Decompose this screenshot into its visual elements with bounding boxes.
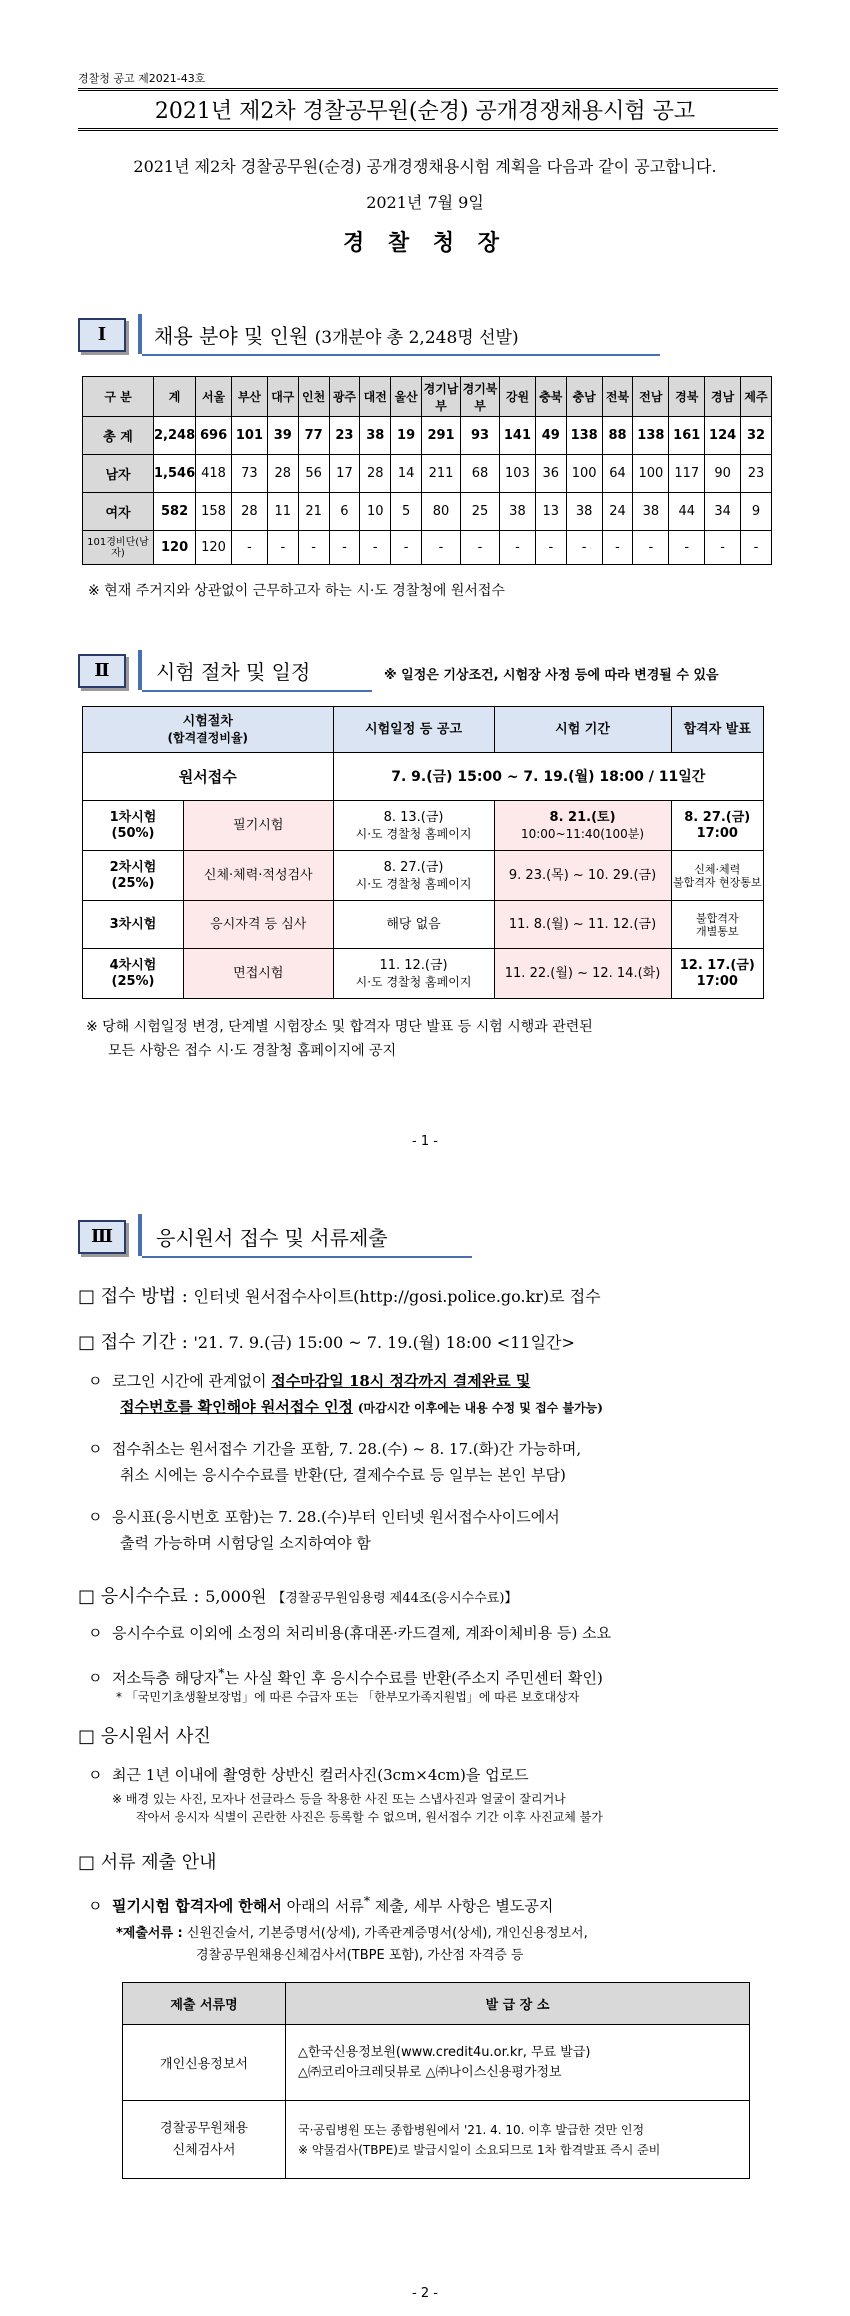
list-item <box>88 1504 788 1556</box>
table-cell: 64 <box>602 455 633 493</box>
table-header: 경남 <box>705 377 741 417</box>
row-label: 총 계 <box>83 417 154 455</box>
table-header: 제출 서류명 <box>123 1983 286 2025</box>
table-cell: 124 <box>705 417 741 455</box>
table-cell: 49 <box>535 417 566 455</box>
table-row <box>83 851 764 901</box>
bullet-emphasis: 접수마감일 18시 정각까지 결제완료 및 <box>271 1372 531 1390</box>
result-cell <box>671 949 763 999</box>
table-cell: 21 <box>298 493 329 531</box>
doc-list-line1 <box>116 1922 588 1941</box>
table-cell: 161 <box>669 417 705 455</box>
table-cell: - <box>566 531 602 565</box>
apply-method-text: 인터넷 원서접수사이트(http://gosi.police.go.kr)로 접수 <box>193 1287 601 1306</box>
table-cell: 582 <box>154 493 196 531</box>
bullet-text: 최근 1년 이내에 촬영한 상반신 컬러사진(3cm×4cm)을 업로드 <box>112 1766 529 1784</box>
table-cell: 28 <box>232 493 268 531</box>
bullet-icon: ㅇ <box>88 1624 103 1642</box>
section-number: Ⅰ <box>78 318 126 352</box>
notice-place: 시·도 경찰청 홈페이지 <box>355 826 472 841</box>
bullet-text: 는 사실 확인 후 응시수수료를 반환(주소지 주민센터 확인) <box>224 1669 603 1687</box>
table-cell: 73 <box>232 455 268 493</box>
result-line: 불합격자 <box>696 911 739 925</box>
fee-footnote: * 「국민기초생활보장법」에 따른 수급자 또는 「한부모가족지원법」에 따른 보호대상자 <box>116 1690 580 1704</box>
table-row <box>83 753 764 801</box>
table-cell: 1,546 <box>154 455 196 493</box>
table-row <box>83 493 772 531</box>
page-number: - 2 - <box>412 2286 438 2301</box>
stage-cell <box>83 949 184 999</box>
apply-period-text: '21. 7. 9.(금) 15:00 ~ 7. 19.(월) 18:00 <11일간> <box>193 1333 575 1352</box>
table-cell: 2,248 <box>154 417 196 455</box>
table-cell: 291 <box>422 417 461 455</box>
doc-list-text: 신원진술서, 기본증명서(상세), 가족관계증명서(상세), 개인신용정보서, <box>186 1926 588 1941</box>
table-cell: 38 <box>633 493 669 531</box>
table-row <box>83 801 764 851</box>
doc-place-line: △㈜코리아크레딧뷰로 △㈜나이스신용평가정보 <box>298 2064 562 2080</box>
list-item <box>88 1620 788 1646</box>
table-cell: 44 <box>669 493 705 531</box>
table-cell: 68 <box>461 455 500 493</box>
bullet-text: 응시표(응시번호 포함)는 7. 28.(수)부터 인터넷 원서접수사이드에서 <box>112 1508 560 1526</box>
table-cell: 90 <box>705 455 741 493</box>
table-cell: 9 <box>741 493 772 531</box>
table-cell: 24 <box>602 493 633 531</box>
table-cell: 34 <box>705 493 741 531</box>
exam-name: 신체·체력·적성검사 <box>184 851 334 901</box>
table-cell: 19 <box>391 417 422 455</box>
table-cell: 120 <box>154 531 196 565</box>
doc-list-label: *제출서류 : <box>116 1926 183 1941</box>
bullet-text: 로그인 시간에 관계없이 <box>112 1372 267 1390</box>
notice-date: 8. 13.(금) <box>383 809 444 825</box>
table-header-row <box>83 377 772 417</box>
title-bottom-rule <box>78 128 778 131</box>
stage-cell <box>83 801 184 851</box>
table-cell: - <box>705 531 741 565</box>
table-cell: 38 <box>566 493 602 531</box>
notice-cell <box>333 851 494 901</box>
period-cell <box>494 801 671 851</box>
table-cell: 80 <box>422 493 461 531</box>
recruitment-table <box>82 376 772 565</box>
section-divider <box>138 314 142 354</box>
table-cell: - <box>602 531 633 565</box>
table-cell: 88 <box>602 417 633 455</box>
section-divider <box>138 650 142 690</box>
table-cell: - <box>535 531 566 565</box>
stage-name: 3차시험 <box>83 901 184 949</box>
table-header: 광주 <box>329 377 360 417</box>
table-header: 경북 <box>669 377 705 417</box>
table-header: 충남 <box>566 377 602 417</box>
page-number: - 1 - <box>412 1134 438 1149</box>
doc-place-line: ※ 약물검사(TBPE)로 발급시일이 소요되므로 1차 합격발표 즉시 준비 <box>298 2142 661 2157</box>
notice-cell <box>333 801 494 851</box>
table-row <box>83 417 772 455</box>
table-header: 부산 <box>232 377 268 417</box>
table-cell: - <box>741 531 772 565</box>
row-label: 여자 <box>83 493 154 531</box>
fee-line <box>78 1582 517 1608</box>
period-date: 11. 22.(월) ~ 12. 14.(화) <box>494 949 671 999</box>
photo-label: □ 응시원서 사진 <box>78 1726 211 1747</box>
bullet-text: 제출, 세부 사항은 별도공지 <box>374 1897 554 1915</box>
header-line: 시험절차 <box>182 713 233 729</box>
table-cell: 38 <box>360 417 391 455</box>
bullet-text: 아래의 서류 <box>286 1897 364 1915</box>
exam-name: 응시자격 등 심사 <box>184 901 334 949</box>
table-cell: 138 <box>633 417 669 455</box>
table-row <box>83 901 764 949</box>
doc-name <box>123 2101 286 2179</box>
period-time: 10:00~11:40(100분) <box>520 826 645 841</box>
doc-place <box>286 2101 750 2179</box>
stage-name: 1차시험 <box>109 809 157 825</box>
notice-date: 8. 27.(금) <box>383 859 444 875</box>
table-header: 울산 <box>391 377 422 417</box>
section-title-text: 채용 분야 및 인원 <box>154 324 309 348</box>
schedule-table <box>82 706 764 999</box>
table-cell: - <box>422 531 461 565</box>
period-date: 8. 21.(토) <box>549 809 616 825</box>
doc-name-line: 신체검사서 <box>172 2142 236 2158</box>
stage-ratio: (50%) <box>111 825 155 841</box>
table-cell: 11 <box>267 493 298 531</box>
table-cell: - <box>633 531 669 565</box>
section-title: 시험 절차 및 일정 <box>156 660 311 684</box>
table-cell: 5 <box>391 493 422 531</box>
table-header: 제주 <box>741 377 772 417</box>
table-cell: 101 <box>232 417 268 455</box>
section-title: 응시원서 접수 및 서류제출 <box>156 1226 388 1250</box>
table-cell: 38 <box>500 493 536 531</box>
table-cell: 25 <box>461 493 500 531</box>
table-cell: 77 <box>298 417 329 455</box>
apply-method-label: □ 접수 방법 : <box>78 1286 188 1307</box>
table-header-row <box>83 707 764 753</box>
table-cell: 23 <box>741 455 772 493</box>
exam-name: 면접시험 <box>184 949 334 999</box>
table-header: 충북 <box>535 377 566 417</box>
table-cell: 117 <box>669 455 705 493</box>
header-line: (합격결정비율) <box>167 730 249 745</box>
table-header: 합격자 발표 <box>671 707 763 753</box>
notice-cell <box>333 949 494 999</box>
agency-name: 경 찰 청 장 <box>343 230 507 256</box>
stage-name: 2차시험 <box>109 859 157 875</box>
section-divider <box>138 1214 142 1256</box>
table-cell: - <box>500 531 536 565</box>
doc-label: □ 서류 제출 안내 <box>78 1852 217 1873</box>
apply-method <box>78 1282 601 1308</box>
photo-note-line1: ※ 배경 있는 사진, 모자나 선글라스 등을 착용한 사진 또는 스냅사진과 얼굴이 잘리거나 <box>112 1792 566 1806</box>
table-cell: 696 <box>196 417 232 455</box>
bullet-icon: ㅇ <box>88 1897 103 1915</box>
list-item <box>88 1436 788 1488</box>
table-header <box>83 707 334 753</box>
table-cell: 14 <box>391 455 422 493</box>
bullet-icon: ㅇ <box>88 1508 103 1526</box>
notice-number: 경찰청 공고 제2021-43호 <box>78 72 206 85</box>
fee-amount: 5,000원 <box>205 1587 267 1606</box>
result-line: 개별통보 <box>696 924 739 938</box>
table-cell: - <box>360 531 391 565</box>
notice-place: 시·도 경찰청 홈페이지 <box>355 876 472 891</box>
table-cell: 141 <box>500 417 536 455</box>
result-time: 17:00 <box>696 973 738 989</box>
bullet-emphasis: 접수번호를 확인해야 원서접수 인정 <box>120 1398 354 1416</box>
table-header-row <box>123 1983 750 2025</box>
table-cell: 28 <box>360 455 391 493</box>
table-cell: - <box>391 531 422 565</box>
section1-note: ※ 현재 주거지와 상관없이 근무하고자 하는 시·도 경찰청에 원서접수 <box>88 583 505 599</box>
table-header: 경기북부 <box>461 377 500 417</box>
section-title <box>154 320 519 349</box>
table-cell: 418 <box>196 455 232 493</box>
table-row <box>83 455 772 493</box>
table-cell: 36 <box>535 455 566 493</box>
section-number: Ⅲ <box>78 1220 126 1254</box>
table-cell: 56 <box>298 455 329 493</box>
table-row <box>123 2101 750 2179</box>
doc-name-line: 경찰공무원채용 <box>160 2120 248 2136</box>
table-cell: - <box>267 531 298 565</box>
section-underline <box>142 1256 472 1258</box>
table-row <box>83 531 772 565</box>
table-cell: 39 <box>267 417 298 455</box>
bullet-text: 접수취소는 원서접수 기간을 포함, 7. 28.(수) ~ 8. 17.(화)간 가능하며, <box>112 1440 582 1458</box>
section-number: Ⅱ <box>78 654 126 688</box>
stage-name: 4차시험 <box>109 957 157 973</box>
table-cell: - <box>298 531 329 565</box>
intro-text: 2021년 제2차 경찰공무원(순경) 공개경쟁채용시험 계획을 다음과 같이 공고합니다. <box>133 157 717 176</box>
table-cell: - <box>669 531 705 565</box>
table-header: 구 분 <box>83 377 154 417</box>
schedule-note: ※ 일정은 기상조건, 시험장 사정 등에 따라 변경될 수 있음 <box>384 668 719 683</box>
bullet-text: 응시수수료 이외에 소정의 처리비용(휴대폰·카드결제, 계좌이체비용 등) 소요 <box>112 1624 612 1642</box>
title-top-rule <box>78 88 778 91</box>
table-header: 발 급 장 소 <box>286 1983 750 2025</box>
doc-place <box>286 2025 750 2101</box>
table-cell: 100 <box>633 455 669 493</box>
stage-cell <box>83 851 184 901</box>
notice-date: 11. 12.(금) <box>379 957 448 973</box>
apply-period: 7. 9.(금) 15:00 ~ 7. 19.(월) 18:00 / 11일간 <box>333 753 763 801</box>
list-item <box>88 1368 788 1421</box>
bullet-icon: ㅇ <box>88 1372 103 1390</box>
table-cell: 13 <box>535 493 566 531</box>
section2-note-line2: 모든 사항은 접수 시·도 경찰청 홈페이지에 공지 <box>108 1043 397 1059</box>
bullet-text: 출력 가능하며 시험당일 소지하여야 함 <box>120 1534 371 1552</box>
table-header: 강원 <box>500 377 536 417</box>
bullet-icon: ㅇ <box>88 1440 103 1458</box>
table-cell: - <box>461 531 500 565</box>
apply-period <box>78 1328 575 1354</box>
section-underline <box>142 690 372 692</box>
table-header: 전남 <box>633 377 669 417</box>
result-date: 8. 27.(금) <box>684 809 751 825</box>
notice-date: 해당 없음 <box>333 901 494 949</box>
bullet-emphasis: 필기시험 합격자에 한해서 <box>112 1897 282 1915</box>
result-date: 12. 17.(금) <box>679 957 755 973</box>
fee-reference: 【경찰공무원임용령 제44조(응시수수료)】 <box>272 1591 518 1606</box>
doc-place-line: △한국신용정보원(www.credit4u.or.kr, 무료 발급) <box>298 2044 591 2060</box>
page-title: 2021년 제2차 경찰공무원(순경) 공개경쟁채용시험 공고 <box>154 99 696 124</box>
table-cell: 28 <box>267 455 298 493</box>
table-cell: 158 <box>196 493 232 531</box>
section-underline <box>142 354 660 356</box>
list-item: ㅇ 필기시험 합격자에 한해서 아래의 서류* 제출, 세부 사항은 별도공지 <box>88 1893 554 1915</box>
apply-period-label: □ 접수 기간 : <box>78 1332 188 1353</box>
table-cell: - <box>329 531 360 565</box>
table-cell: 211 <box>422 455 461 493</box>
result-cell <box>671 801 763 851</box>
table-header: 인천 <box>298 377 329 417</box>
table-cell: 6 <box>329 493 360 531</box>
bullet-text: 취소 시에는 응시수수료를 반환(단, 결제수수료 등 일부는 본인 부담) <box>120 1466 566 1484</box>
period-date: 11. 8.(월) ~ 11. 12.(금) <box>494 901 671 949</box>
table-header: 대전 <box>360 377 391 417</box>
list-item <box>88 1762 788 1788</box>
table-cell: 120 <box>196 531 232 565</box>
table-cell: 103 <box>500 455 536 493</box>
notice-date: 2021년 7월 9일 <box>366 193 484 212</box>
table-cell: 100 <box>566 455 602 493</box>
section-subtitle: (3개분야 총 2,248명 선발) <box>314 328 519 348</box>
notice-place: 시·도 경찰청 홈페이지 <box>355 974 472 989</box>
row-label: 남자 <box>83 455 154 493</box>
table-header: 서울 <box>196 377 232 417</box>
table-header: 시험일정 등 공고 <box>333 707 494 753</box>
table-cell: - <box>232 531 268 565</box>
bullet-icon: ㅇ <box>88 1669 103 1687</box>
result-line: 신체·체력 <box>694 862 741 876</box>
stage-ratio: (25%) <box>111 973 155 989</box>
doc-list-line2: 경찰공무원채용신체검사서(TBPE 포함), 가산점 자격증 등 <box>196 1948 524 1963</box>
table-header: 시험 기간 <box>494 707 671 753</box>
row-label: 101경비단(남자) <box>83 531 154 565</box>
exam-name: 필기시험 <box>184 801 334 851</box>
result-time: 17:00 <box>696 825 738 841</box>
list-item: ㅇ 저소득층 해당자*는 사실 확인 후 응시수수료를 반환(주소지 주민센터 확인) <box>88 1665 603 1687</box>
bullet-text: 저소득층 해당자 <box>112 1669 219 1687</box>
period-date: 9. 23.(목) ~ 10. 29.(금) <box>494 851 671 901</box>
bullet-icon: ㅇ <box>88 1766 103 1784</box>
result-cell <box>671 901 763 949</box>
apply-label: 원서접수 <box>83 753 334 801</box>
doc-place-line: 국·공립병원 또는 종합병원에서 '21. 4. 10. 이후 발급한 것만 인정 <box>298 2122 645 2137</box>
table-header: 전북 <box>602 377 633 417</box>
doc-name: 개인신용정보서 <box>123 2025 286 2101</box>
bullet-note: (마감시간 이후에는 내용 수정 및 접수 불가능) <box>357 1401 603 1415</box>
result-line: 불합격자 현장통보 <box>673 875 762 889</box>
table-cell: 138 <box>566 417 602 455</box>
table-cell: 10 <box>360 493 391 531</box>
result-cell <box>671 851 763 901</box>
table-cell: 23 <box>329 417 360 455</box>
table-cell: 93 <box>461 417 500 455</box>
fee-label: □ 응시수수료 : <box>78 1586 200 1607</box>
table-row <box>83 949 764 999</box>
table-header: 계 <box>154 377 196 417</box>
table-cell: 32 <box>741 417 772 455</box>
document-table <box>122 1982 750 2179</box>
stage-ratio: (25%) <box>111 875 155 891</box>
table-row <box>123 2025 750 2101</box>
table-header: 대구 <box>267 377 298 417</box>
table-header: 경기남부 <box>422 377 461 417</box>
table-cell: 17 <box>329 455 360 493</box>
section2-note-line1: ※ 당해 시험일정 변경, 단계별 시험장소 및 합격자 명단 발표 등 시험 시행과 관련된 <box>86 1019 593 1035</box>
photo-note-line2: 작아서 응시자 식별이 곤란한 사진은 등록할 수 없으며, 원서접수 기간 이후 사진교체 불가 <box>136 1810 603 1824</box>
